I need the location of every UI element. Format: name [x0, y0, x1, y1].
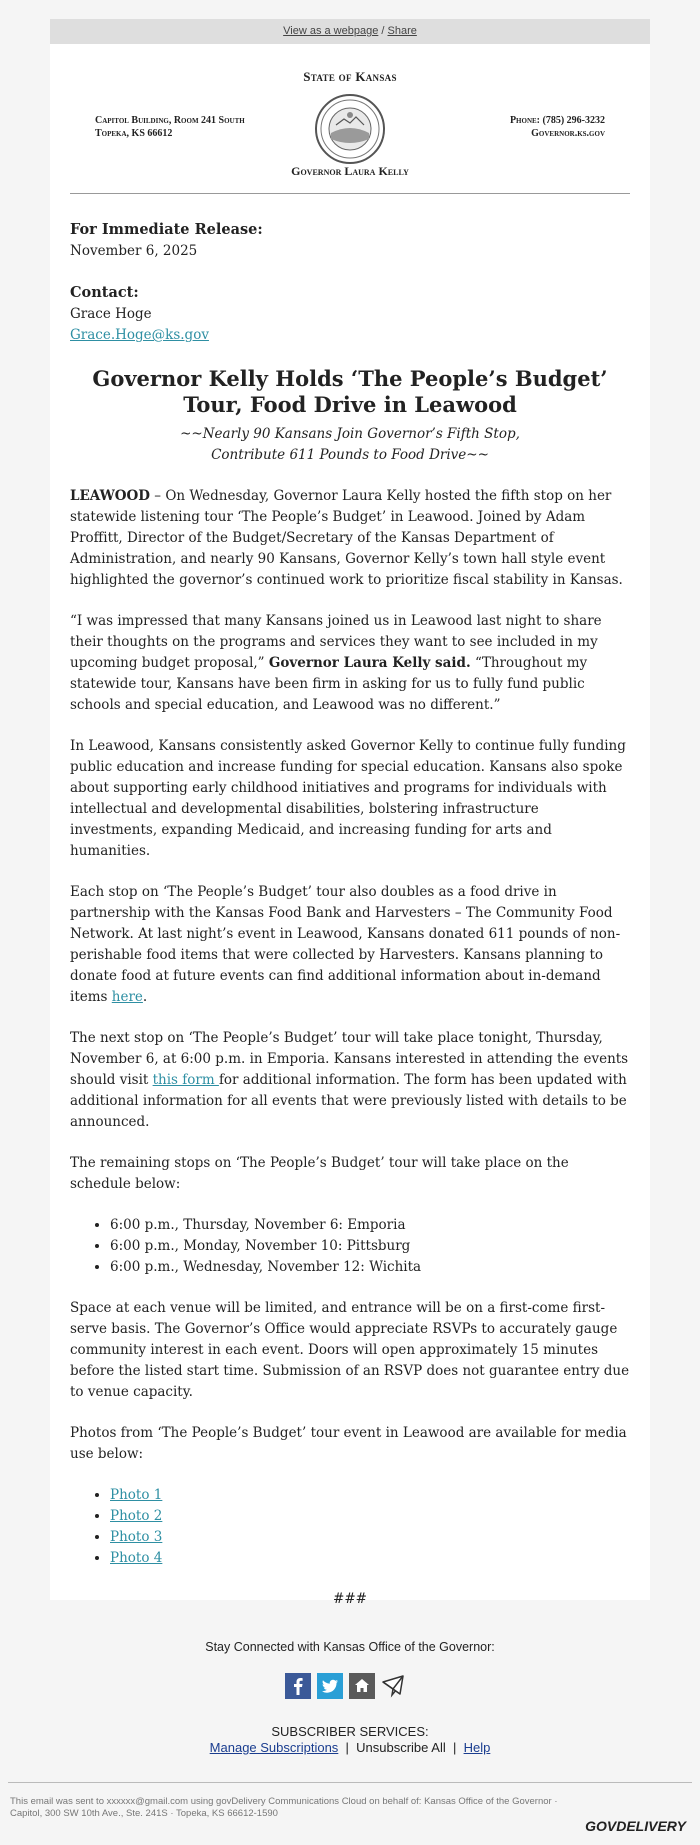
contact-block: [70, 282, 630, 346]
paragraph-2: [70, 611, 630, 716]
letterhead-phone: Phone: (785) 296-3232: [509, 115, 605, 126]
stay-connected-text: Stay Connected with Kansas Office of the Governor:: [205, 1640, 495, 1654]
release-label: For Immediate Release:: [70, 221, 263, 238]
quote-part-1: “I was impressed that many Kansans joined us in Leawood last night to share their thoughts on the programs and services they want to see included in my upcoming budget proposal,”: [70, 613, 602, 671]
paragraph-6: The remaining stops on ‘The People’s Budget’ tour will take place on the schedule below:: [70, 1155, 569, 1192]
contact-email-link[interactable]: Grace.Hoge@ks.gov: [70, 327, 209, 343]
paragraph-7: Space at each venue will be limited, and entrance will be on a first-come first-serve basis. The Governor’s Office would appreciate RSVPs to accurately gauge community interest in each event. Doors will open approximately 15 minutes before the listed start time. Submission of an RSVP does not guarantee entry due to venue capacity.: [70, 1300, 630, 1400]
photo-2-link[interactable]: Photo 2: [110, 1508, 163, 1524]
paragraph-5: [70, 1028, 630, 1133]
in-demand-items-link[interactable]: here: [111, 989, 143, 1005]
separator: |: [338, 1740, 357, 1755]
paragraph-1: [70, 486, 630, 591]
subscriber-services: [0, 1724, 700, 1756]
subscriber-links: [0, 1740, 700, 1756]
quote-attribution: Governor Laura Kelly said.: [268, 655, 471, 671]
quote-part-2: “Throughout my statewide tour, Kansans have been firm in asking for us to fully fund public schools and special education, and Leawood was no different.”: [70, 655, 588, 713]
share-link[interactable]: Share: [387, 25, 417, 37]
letterhead-website: Governor.ks.gov: [531, 128, 605, 139]
footer-divider: [8, 1782, 692, 1783]
press-release-body: [70, 219, 630, 1610]
paragraph-4: [70, 882, 630, 1008]
paragraph-1-text: – On Wednesday, Governor Laura Kelly hosted the fifth stop on her statewide listening tour ‘The People’s Budget’ in Leawood. Joined by Adam Proffitt, Director of the Budget/Secretary of the Kansas Department of Administration, and nearly 90 Kansans, Governor Kelly’s town hall style event highlighted the governor’s continued work to prioritize fiscal stability in Kansas.: [70, 488, 623, 588]
photo-1-link[interactable]: Photo 1: [110, 1487, 163, 1503]
letterhead-title: State of Kansas: [303, 69, 397, 84]
address-line-2: Topeka, KS 66612: [95, 128, 173, 139]
social-icons: [285, 1673, 407, 1699]
facebook-icon[interactable]: [285, 1673, 311, 1699]
letterhead-governor: Governor Laura Kelly: [291, 164, 409, 178]
headline: Governor Kelly Holds ‘The People’s Budget’ Tour, Food Drive in Leawood: [92, 366, 608, 417]
email-icon[interactable]: [381, 1673, 407, 1699]
letterhead-contact: [510, 114, 605, 140]
photo-list-item: [110, 1548, 630, 1569]
rsvp-form-link[interactable]: this form: [152, 1072, 219, 1088]
schedule-item: • 6:00 p.m., Monday, November 10: Pittsburg: [110, 1236, 630, 1257]
unsubscribe-all-link[interactable]: Unsubscribe All: [356, 1740, 446, 1755]
photo-3-link[interactable]: Photo 3: [110, 1529, 163, 1545]
photo-list-item: [110, 1485, 630, 1506]
schedule-item: • 6:00 p.m., Thursday, November 6: Emporia: [110, 1215, 630, 1236]
manage-subscriptions-link[interactable]: Manage Subscriptions: [209, 1740, 339, 1755]
subscriber-services-label: SUBSCRIBER SERVICES:: [271, 1724, 429, 1739]
home-icon[interactable]: [349, 1673, 375, 1699]
photo-list-item: [110, 1527, 630, 1548]
paragraph-5-text-a: The next stop on ‘The People’s Budget’ tour will take place tonight, Thursday, November 6, at 6:00 p.m. in Emporia. Kansans interested in attending the events should visit: [70, 1030, 629, 1088]
subheadline: [70, 424, 630, 466]
release-date: November 6, 2025: [70, 243, 198, 259]
schedule-list: [110, 1215, 630, 1278]
photo-4-link[interactable]: Photo 4: [110, 1550, 163, 1566]
view-as-webpage-link[interactable]: View as a webpage: [283, 25, 379, 37]
subheadline-line-2: Contribute 611 Pounds to Food Drive~~: [211, 447, 489, 463]
separator: |: [445, 1740, 464, 1755]
address-line-1: Capitol Building, Room 241 South: [95, 115, 245, 126]
email-card: [50, 44, 650, 1607]
govdelivery-logo[interactable]: GOVDELIVERY: [585, 1818, 686, 1834]
paragraph-4-end: .: [142, 989, 148, 1005]
subheadline-line-1: ~~Nearly 90 Kansans Join Governor’s Fifth Stop,: [180, 426, 520, 442]
kansas-seal-icon: [314, 93, 386, 165]
letterhead-address: [95, 114, 245, 140]
photo-list: [110, 1485, 630, 1569]
paragraph-5-text-b: for additional information. The form has been updated with additional information for all events that were previously listed with details to be announced.: [70, 1072, 627, 1130]
fine-print: This email was sent to xxxxxx@gmail.com using govDelivery Communications Cloud on behalf of: Kansas Office of the Governor · Capitol, 300 SW 10th Ave., Ste. 241S · Topeka, KS 66612-1590: [10, 1796, 558, 1819]
paragraph-3: In Leawood, Kansans consistently asked Governor Kelly to continue fully funding public education and increase funding for special education. Kansans also spoke about supporting early childhood initiatives and programs for individuals with intellectual and developmental disabilities, bolstering infrastructure investments, expanding Medicaid, and increasing funding for arts and humanities.: [70, 738, 626, 859]
paragraph-8: Photos from ‘The People’s Budget’ tour event in Leawood are available for media use below:: [70, 1425, 627, 1462]
dateline: LEAWOOD: [70, 488, 150, 504]
contact-name: Grace Hoge: [70, 306, 152, 322]
end-marker: ###: [333, 1591, 367, 1607]
help-link[interactable]: Help: [463, 1740, 491, 1755]
paragraph-4-text: Each stop on ‘The People’s Budget’ tour also doubles as a food drive in partnership with the Kansas Food Bank and Harvesters – The Community Food Network. At last night’s event in Leawood, Kansans donated 611 pounds of non-perishable food items that were collected by Harvesters. Kansans planning to donate food at future events can find additional information about in-demand items: [70, 884, 621, 1005]
header-divider: [70, 193, 630, 194]
schedule-item: • 6:00 p.m., Wednesday, November 12: Wichita: [110, 1257, 630, 1278]
photo-list-item: [110, 1506, 630, 1527]
twitter-icon[interactable]: [317, 1673, 343, 1699]
top-bar: [50, 19, 650, 44]
topbar-separator: /: [378, 25, 388, 37]
contact-label: Contact:: [70, 284, 139, 301]
release-block: [70, 219, 630, 262]
